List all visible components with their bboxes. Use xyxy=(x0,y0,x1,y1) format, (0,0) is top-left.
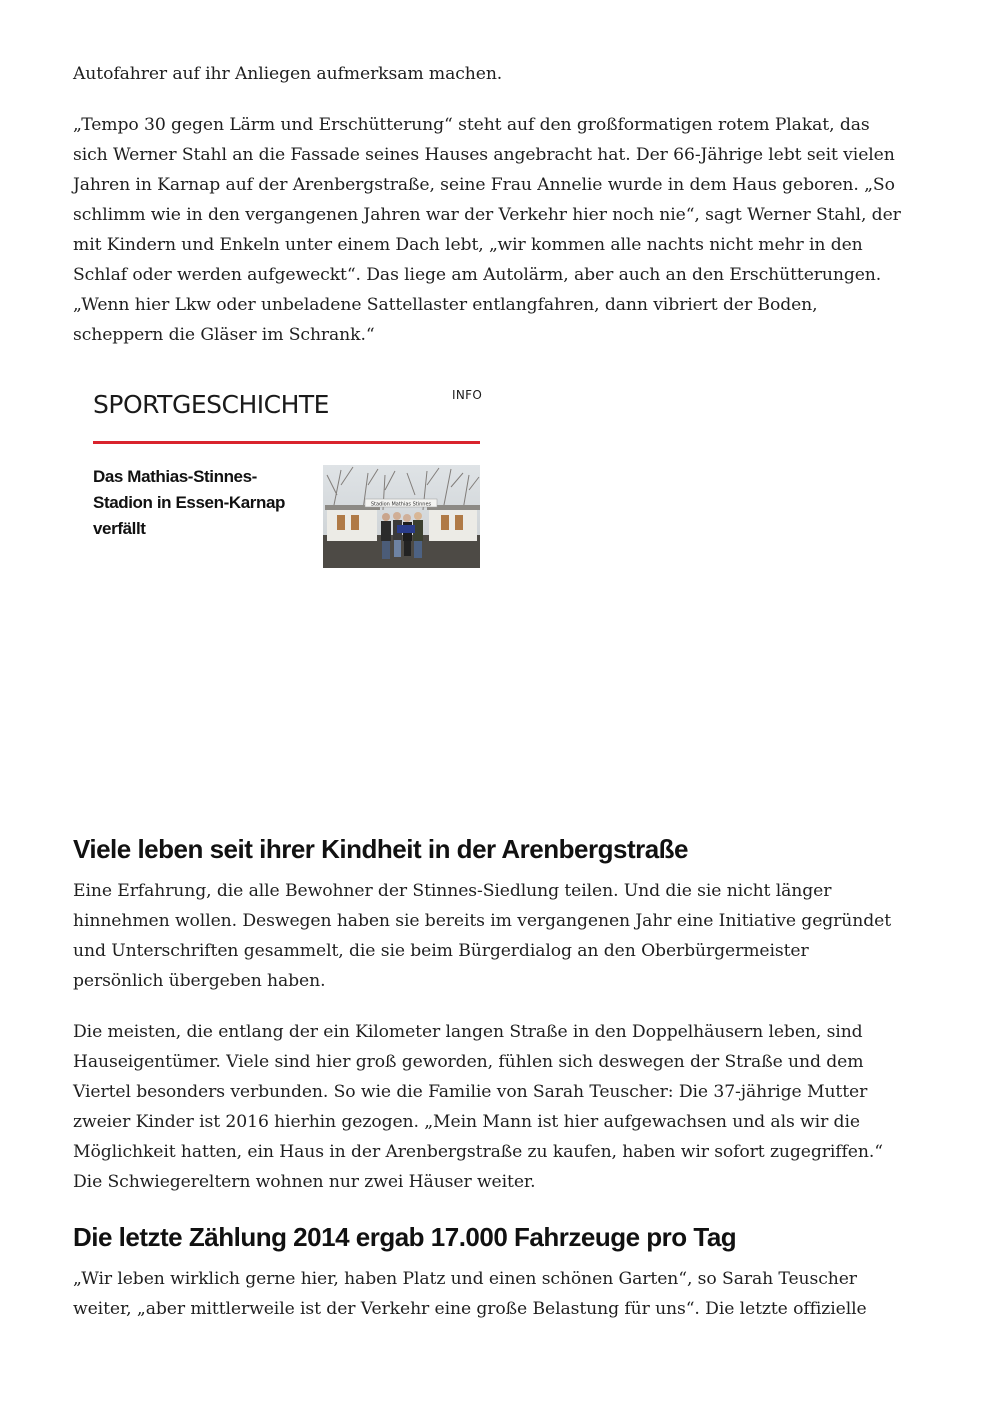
teaser-line: Stadion in Essen-Karnap xyxy=(93,493,286,512)
text-line: persönlich übergeben haben. xyxy=(73,971,326,991)
text-line: weiter, „aber mittlerweile ist der Verkehr eine große Belastung für uns“. Die letzte offizielle xyxy=(73,1299,867,1319)
info-tag-label: INFO xyxy=(452,388,483,402)
text-line: Autofahrer auf ihr Anliegen aufmerksam machen. xyxy=(73,64,503,84)
paragraph-tempo-30 xyxy=(73,110,933,350)
text-line: „Tempo 30 gegen Lärm und Erschütterung“ steht auf den großformatigen rotem Plakat, das xyxy=(73,115,870,135)
text-line: Eine Erfahrung, die alle Bewohner der Stinnes-Siedlung teilen. Und die sie nicht länger xyxy=(73,881,832,901)
section-heading-zaehlung: Die letzte Zählung 2014 ergab 17.000 Fahrzeuge pro Tag xyxy=(73,1222,737,1252)
stadium-sign-text: Stadion Mathias Stinnes xyxy=(370,501,432,508)
section-heading-kindheit: Viele leben seit ihrer Kindheit in der Arenbergstraße xyxy=(73,834,689,864)
text-line: Viertel besonders verbunden. So wie die Familie von Sarah Teuscher: Die 37-jährige Mutter xyxy=(73,1082,868,1102)
teaser-line: verfällt xyxy=(93,519,146,538)
paragraph-hauseigentuemer xyxy=(73,1017,933,1197)
text-line: und Unterschriften gesammelt, die sie beim Bürgerdialog an den Oberbürgermeister xyxy=(73,941,809,961)
text-line: Schlaf oder werden aufgeweckt“. Das liege am Autolärm, aber auch an den Erschütterungen. xyxy=(73,265,882,285)
text-line: „Wir leben wirklich gerne hier, haben Platz und einen schönen Garten“, so Sarah Teuscher xyxy=(73,1269,857,1289)
paragraph-intro-end xyxy=(73,59,933,89)
text-line: sich Werner Stahl an die Fassade seines Hauses angebracht hat. Der 66-Jährige lebt seit vielen xyxy=(73,145,895,165)
text-line: mit Kindern und Enkeln unter einem Dach lebt, „wir kommen alle nachts nicht mehr in den xyxy=(73,235,863,255)
paragraph-garten xyxy=(73,1264,933,1324)
text-line: scheppern die Gläser im Schrank.“ xyxy=(73,325,375,345)
info-box-sportgeschichte[interactable] xyxy=(93,382,483,572)
info-box-title: SPORTGESCHICHTE xyxy=(93,390,329,419)
paragraph-erfahrung xyxy=(73,876,933,996)
accent-divider xyxy=(93,441,480,444)
text-line: Hauseigentümer. Viele sind hier groß geworden, fühlen sich deswegen der Straße und dem xyxy=(73,1052,864,1072)
text-line: zweier Kinder ist 2016 hierhin gezogen. „Mein Mann ist hier aufgewachsen und als wir die xyxy=(73,1112,860,1132)
stadium-photo xyxy=(323,465,480,568)
teaser-link[interactable] xyxy=(93,464,308,542)
text-line: Die Schwiegereltern wohnen nur zwei Häuser weiter. xyxy=(73,1172,536,1192)
teaser-image-stadium[interactable] xyxy=(323,465,480,568)
text-line: hinnehmen wollen. Deswegen haben sie bereits im vergangenen Jahr eine Initiative gegründet xyxy=(73,911,892,931)
text-line: Die meisten, die entlang der ein Kilometer langen Straße in den Doppelhäusern leben, sind xyxy=(73,1022,863,1042)
text-line: „Wenn hier Lkw oder unbeladene Sattellaster entlangfahren, dann vibriert der Boden, xyxy=(73,295,818,315)
text-line: schlimm wie in den vergangenen Jahren war der Verkehr hier noch nie“, sagt Werner Stahl, der xyxy=(73,205,901,225)
teaser-line: Das Mathias-Stinnes- xyxy=(93,467,257,486)
text-line: Möglichkeit hatten, ein Haus in der Arenbergstraße zu kaufen, haben wir sofort zugegriffen.“ xyxy=(73,1142,883,1162)
text-line: Jahren in Karnap auf der Arenbergstraße, seine Frau Annelie wurde in dem Haus geboren. „So xyxy=(73,175,895,195)
